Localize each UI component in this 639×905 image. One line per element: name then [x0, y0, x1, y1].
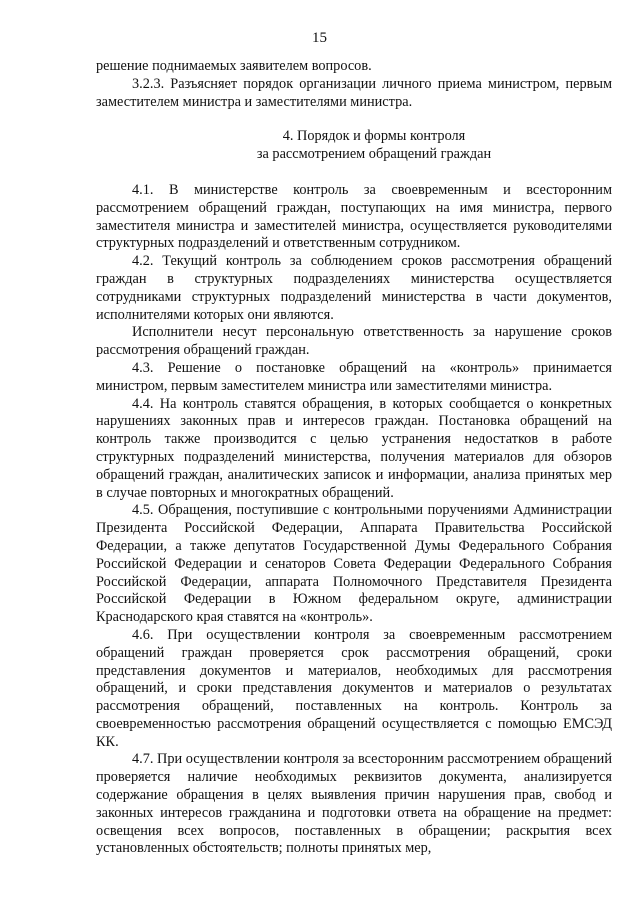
paragraph-3-2-3: 3.2.3. Разъясняет порядок организации личного приема министром, первым заместителем министра и заместителями министра.: [96, 75, 612, 110]
paragraph-4-7: 4.7. При осуществлении контроля за всесторонним рассмотрением обращений проверяется наличие необходимых реквизитов документа, анализируется содержание обращения в целях выявления причин нарушения прав, свобод и законных интересов гражданина и подготовки ответа на обращение на предмет: освещения всех вопросов, поставленных в обращении; раскрытия всех установленных обстоятельств; полноты принятых мер,: [96, 751, 612, 857]
paragraph-continuation: решение поднимаемых заявителем вопросов.: [96, 58, 372, 74]
paragraph-4-3: 4.3. Решение о постановке обращений на «контроль» принимается министром, первым заместителем министра или заместителями министра.: [96, 359, 612, 394]
paragraph-4-6: 4.6. При осуществлении контроля за своевременным рассмотрением обращений граждан проверяется срок рассмотрения обращений, сроки представления документов и материалов, необходимых для рассмотрения обращений, и сроки представления документов и материалов о результатах рассмотрения обращений, поставленных на контроль. Контроль за своевременностью рассмотрения обращений осуществляется с помощью ЕМСЭД КК.: [96, 626, 612, 750]
page-number: 15: [312, 30, 327, 46]
document-body: [96, 58, 612, 858]
section-title-line-1: 4. Порядок и формы контроля: [282, 128, 466, 145]
section-title-line-2: за рассмотрением обращений граждан: [256, 146, 492, 163]
paragraph-4-1: 4.1. В министерстве контроль за своевременным и всесторонним рассмотрением обращений граждан, поступающих на имя министра, первого заместителя министра и заместителей министра, осуществляется руководителями структурных подразделений и ответственным сотрудником.: [96, 181, 612, 252]
paragraph-4-2: 4.2. Текущий контроль за соблюдением сроков рассмотрения обращений граждан в структурных подразделениях министерства осуществляется сотрудниками структурных подразделений министерства в части документов, исполнителями которых они являются.: [96, 253, 612, 323]
paragraph-responsibility: Исполнители несут персональную ответственность за нарушение сроков рассмотрения обращений граждан.: [96, 324, 612, 359]
section-title: [96, 128, 612, 164]
paragraph-4-4: 4.4. На контроль ставятся обращения, в которых сообщается о конкретных нарушениях законных прав и интересов граждан. Постановка обращений на контроль также производится с целью устранения недостатков в работе структурных подразделений министерства, получения материалов для обзоров обращений граждан, аналитических записок и информации, анализа принятых мер в случае повторных и многократных обращений.: [96, 395, 612, 501]
paragraph-4-5: 4.5. Обращения, поступившие с контрольными поручениями Администрации Президента Российской Федерации, Аппарата Правительства Российской Федерации, а также депутатов Государственной Думы Федерального Собрания Российской Федерации и сенаторов Совета Федерации Федерального Собрания Российской Федерации, аппарата Полномочного Представителя Президента Российской Федерации в Южном федеральном округе, администрации Краснодарского края ставятся на «контроль».: [96, 502, 612, 626]
